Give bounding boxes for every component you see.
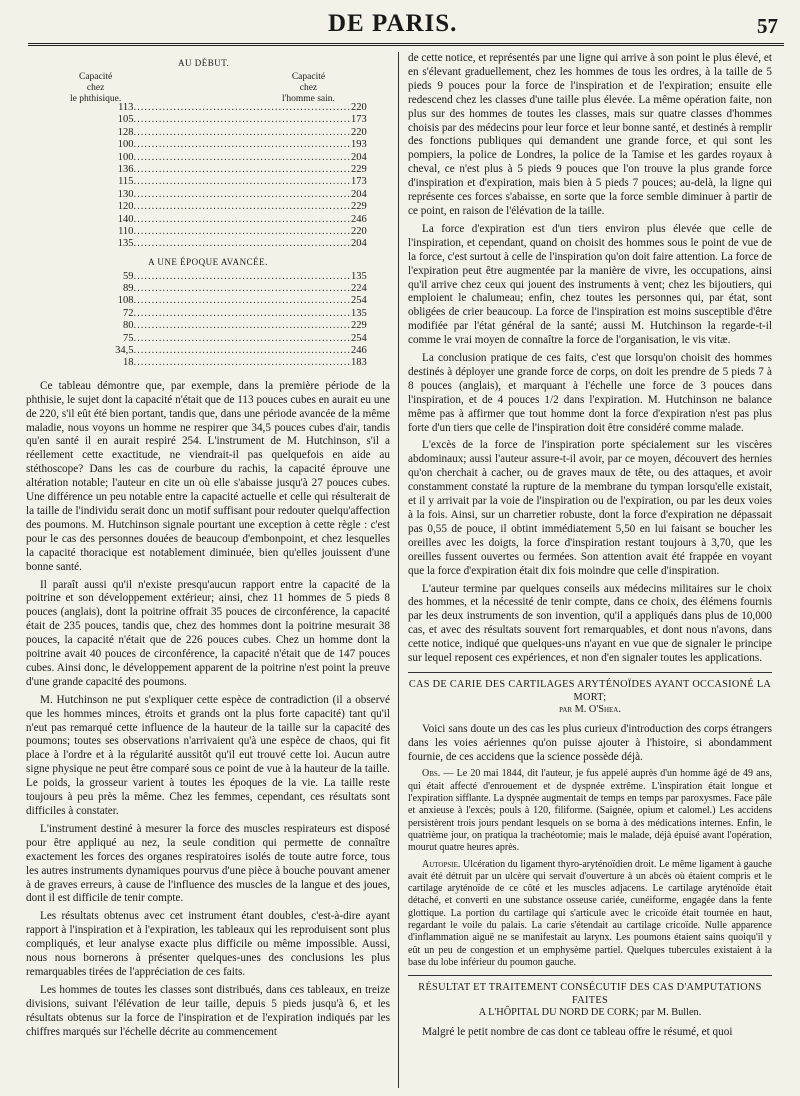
capacity-homme-sain: 246 xyxy=(350,345,367,357)
paragraph: Il paraît aussi qu'il n'existe presqu'aucun rapport entre la capacité de la poitrine et son développement extérieur; ainsi, chez 11 hommes de 5 pieds 8 pouces (anglais), dont la poitrine offrait 35 pouces de circonférence, la capacité était de 235 pouces, tandis que, chez des hommes dont la poitrine mesurait 38 pouces, la capacité n'était que de 226 pouces cubes. Chez un homme dont la poitrine avait 40 pouces de circonférence, la capacité n'était que de 147 pouces cubes. Ainsi donc, le développement apparent de la poitrine n'est point la preuve d'une grande capacité des poumons. xyxy=(26,578,390,688)
leader-dots: ............................................................ xyxy=(133,114,351,126)
leader-dots: ............................................................ xyxy=(133,163,351,175)
capacity-homme-sain: 173 xyxy=(350,176,367,188)
column-divider xyxy=(398,52,399,1088)
obs-text: — Le 20 mai 1844, dit l'auteur, je fus appelé auprès d'un homme âgé de 49 ans, qui était affecté d'enrouement et de dyspnée extrême. L'inspiration était longue et l'expiration sifflante. La dyspnée augmentait de temps en temps par paroxysmes. Face pâle et anxieuse à l'excès; pouls à 120, filiforme. (Saignée, opium et calomel.) Les accidens persistèrent trois jours pendant lesquels on se borna à des médications internes. Enfin, le quatrième jour, on pratiqua la trachéotomie; mais le malade, déjà épuisé avant l'opération, mourut quatre heures après. xyxy=(408,768,772,854)
leader-dots: ............................................................ xyxy=(133,295,351,307)
capacity-phthisique: 34,5 xyxy=(115,345,134,357)
capacity-homme-sain: 224 xyxy=(350,283,367,295)
table-row xyxy=(26,176,390,188)
autopsie-text: Ulcération du ligament thyro-aryténoïdien droit. Le même ligament à gauche avait été détruit par un ulcère qui servait d'ouverture à un abcès où étaient compris et le cartilage aryténoïde de ce côté et les muscles adjacens. Le cartilage aryténoïde était détaché, et converti en une substance osseuse cariée, cunéiforme, engagée dans la fente glottique. La portion du cartilage qui s'articule avec le cricoïde était tournée en haut, regardant le voile du palais. La carie s'étendait au cartilage cricoïde. Nulle apparence d'inflammation aiguë ne se manifestait au larynx. Les poumons étaient sains quoiqu'il y eût un peu de congestion et un emphysème partiel. Quelques tubercules existaient à la base du lobe inférieur du poumon gauche. xyxy=(408,858,772,968)
capacity-phthisique: 140 xyxy=(117,213,134,225)
capacity-phthisique: 59 xyxy=(122,270,134,282)
capacity-homme-sain: 135 xyxy=(350,307,367,319)
paragraph: Les hommes de toutes les classes sont distribués, dans ces tableaux, en treize divisions, suivant l'élévation de leur taille, depuis 5 pieds jusqu'à 6, et les résultats obtenus sur la force de l'inspiration et de l'expiration indiqués par les chiffres marqués sur l'échelle décrite au commencement xyxy=(26,983,390,1038)
paragraph: M. Hutchinson ne put s'expliquer cette espèce de contradiction (il a observé que les hommes minces, étroits et grands ont la plus forte capacité) tant qu'il n'eut pas remarqué cette influence de la hauteur de la taille sur la capacité des poumons; toutes ses observations n'arrivaient qu'à une espèce de chaos, qui fit place à l'ordre et à la régularité aussitôt qu'il eut trouvé cette loi. Aucun autre signe physique ne peut être comparé sous ce point de vue à la hauteur de la taille. Le poids, la grosseur varient à toutes les époques de la vie. La taille reste toujours à peu près la même. Chez les femmes, cependant, ces résultats sont difficiles à constater. xyxy=(26,693,390,817)
capacity-phthisique: 100 xyxy=(117,151,134,163)
capacity-phthisique: 75 xyxy=(122,332,134,344)
table-row xyxy=(26,152,390,164)
table-row xyxy=(26,345,390,357)
table-row xyxy=(26,214,390,226)
leader-dots: ............................................................ xyxy=(133,139,351,151)
capacity-homme-sain: 220 xyxy=(350,102,367,113)
leader-dots: ............................................................ xyxy=(133,225,351,237)
leader-dots: ............................................................ xyxy=(133,188,351,200)
leader-dots: ............................................................ xyxy=(133,307,351,319)
capacity-homme-sain: 229 xyxy=(350,320,367,332)
capacity-phthisique: 72 xyxy=(122,307,134,319)
table-row xyxy=(26,189,390,201)
paragraph: L'auteur termine par quelques conseils aux médecins militaires sur le choix des hommes, et la nécessité de tenir compte, dans ce choix, des élémens fournis par les deux instruments de son invention, qu'il a appliqués dans plus de 10,000 cas, et avec des résultats souvent fort remarquables, et dont nous n'avons, dans cette notice, indiqué que quelques-uns n'ayant en vue que de signaler le principe sur lequel reposent ces expériences, et non d'en signaler toutes les applications. xyxy=(408,582,772,665)
paragraph: de cette notice, et représentés par une ligne qui arrive à son point le plus élevé, et en s'élevant graduellement, chez les hommes de tous les ordres, à la taille de 5 pieds 9 pouces pour la force de l'inspiration et de l'expiration; ensuite elle redescend chez les classes d'une taille plus élevée. La même opération faite, non plus sur des hommes de toutes les classes, mais sur quatre classes d'hommes choisis par des médecins pour leur force et leur bonne santé, et destinés à remplir des fonctions publiques qui demandent une grande force, et qui sont les pompiers, la police de Londres, la police de la Tamise et les gardes royaux à cheval, ce n'est plus à 5 pieds 9 pouces que l'on trouve la plus grande force d'inspiration et d'expiration, mais bien à 5 pieds 7 pouces; au-delà, la ligne qui représente ces forces s'abaisse, en sorte que la force semble diminuer à partir de ce point, en raison de l'élévation de la taille. xyxy=(408,52,772,217)
capacity-homme-sain: 229 xyxy=(350,163,367,175)
table-row xyxy=(26,295,390,307)
leader-dots: ............................................................ xyxy=(133,332,351,344)
leader-dots: ............................................................ xyxy=(133,102,351,113)
leader-dots: ............................................................ xyxy=(133,201,351,213)
table-row xyxy=(26,320,390,332)
observation-paragraph xyxy=(408,768,772,854)
page-number: 57 xyxy=(757,14,778,38)
paragraph: Malgré le petit nombre de cas dont ce tableau offre le résumé, et quoi xyxy=(422,1026,733,1038)
capacity-homme-sain: 183 xyxy=(350,357,367,369)
page-header xyxy=(28,8,784,46)
capacity-table-debut xyxy=(26,102,390,251)
table-section-avancee: A UNE ÉPOQUE AVANCÉE. xyxy=(148,256,268,267)
table-row xyxy=(26,283,390,295)
table-row xyxy=(26,164,390,176)
leader-dots: ............................................................ xyxy=(133,345,351,357)
leader-dots: ............................................................ xyxy=(133,357,351,369)
article-author: par M. O'Shea. xyxy=(559,704,621,716)
capacity-homme-sain: 204 xyxy=(350,238,367,250)
paragraph: Voici sans doute un des cas les plus curieux d'introduction des corps étrangers dans les voies aériennes qu'on puisse ajouter à l'histoire, si abondamment fournie, de ces accidens que la science possède déjà. xyxy=(408,722,772,763)
table-row xyxy=(26,308,390,320)
leader-dots: ............................................................ xyxy=(133,320,351,332)
capacity-phthisique: 80 xyxy=(122,320,134,332)
table-section-debut: AU DÉBUT. xyxy=(178,58,230,68)
capacity-table-avancee xyxy=(26,271,390,370)
capacity-homme-sain: 220 xyxy=(350,225,367,237)
capacity-homme-sain: 204 xyxy=(350,188,367,200)
leader-dots: ............................................................ xyxy=(133,176,351,188)
capacity-homme-sain: 246 xyxy=(350,213,367,225)
article-title: CAS DE CARIE DES CARTILAGES ARYTÉNOÏDES AYANT OCCASIONÉ LA MORT; xyxy=(408,678,772,703)
paragraph: La force d'expiration est d'un tiers environ plus élevée que celle de l'inspiration, et cependant, quand on choisit des hommes sous le point de vue de la force, c'est surtout à celle de l'inspiration qu'on doit faire attention. La force de l'expiration peut être augmentée par la manière de vivre, les occupations, ainsi qu'il arrive chez ceux qui jouent des instruments à vent; chez les bijoutiers, qui emploient le chalumeau; enfin, chez toutes les personnes qui, par état, sont obligées de crier beaucoup. La force de l'inspiration est moins susceptible d'être modifiée par l'état général de la santé; aussi M. Hutchinson la regarde-t-il comme le vrai moyen de connaître la force de l'organisation, le vis vitæ. xyxy=(408,222,772,347)
capacity-table-header xyxy=(26,52,390,102)
capacity-homme-sain: 193 xyxy=(350,139,367,151)
capacity-phthisique: 120 xyxy=(117,201,134,213)
autopsie-label: Autopsie. xyxy=(422,858,461,870)
capacity-phthisique: 136 xyxy=(117,163,134,175)
left-column xyxy=(26,52,390,1044)
capacity-homme-sain: 254 xyxy=(350,295,367,307)
leader-dots: ............................................................ xyxy=(133,283,351,295)
leader-dots: ............................................................ xyxy=(133,270,351,282)
capacity-homme-sain: 173 xyxy=(350,114,367,126)
paragraph: L'instrument destiné à mesurer la force des muscles respirateurs est disposé pour être appliqué au nez, la seule condition qui permette de connaître exactement les forces des organes respiratoires isolés de toute autre force, tous les autres instruments dynamiques pourvus d'une pièce à bouche pouvant amener à de graves erreurs, à cause de l'influence des muscles de la langue et des joues, dont il est difficile de tenir compte. xyxy=(26,822,390,905)
capacity-homme-sain: 204 xyxy=(350,151,367,163)
article-title-line1: RÉSULTAT ET TRAITEMENT CONSÉCUTIF DES CAS D'AMPUTATIONS FAITES xyxy=(418,982,762,1006)
capacity-phthisique: 18 xyxy=(122,357,134,369)
paragraph: La conclusion pratique de ces faits, c'est que lorsqu'on choisit des hommes destinés à déployer une grande force de corps, on doit les prendre de 5 pieds 7 à 8 pouces (anglais), et marquant à l'échelle une force de 3 pouces dans l'inspiration, et de 4 pouces 1/2 dans l'expiration. M. Hutchinson ne balance même pas à affirmer que tout homme dont la force d'expiration n'est pas plus forte d'un tiers que celle de l'inspiration doit être considéré comme malade. xyxy=(408,352,772,434)
table-row xyxy=(26,238,390,250)
table-row xyxy=(26,114,390,126)
header-rule xyxy=(28,43,784,46)
right-column xyxy=(408,52,772,1044)
col-header-phthisique: Capacité chez le phthisique. xyxy=(70,72,122,104)
leader-dots: ............................................................ xyxy=(133,213,351,225)
capacity-phthisique: 115 xyxy=(118,176,134,188)
leader-dots: ............................................................ xyxy=(133,238,351,250)
table-row xyxy=(26,333,390,345)
table-row xyxy=(26,139,390,151)
capacity-phthisique: 89 xyxy=(122,283,134,295)
capacity-phthisique: 105 xyxy=(117,114,134,126)
paragraph: Les résultats obtenus avec cet instrument étant doubles, c'est-à-dire ayant rapport à l'inspiration et à l'expiration, les tableaux qui les reproduisent sont plus compliqués, et leur analyse exacte plus difficile ou même impossible. Aussi, nous nous bornerons à présenter quelques-unes des conclusions les plus remarquables tirées de l'appréciation de ces faits. xyxy=(26,910,390,978)
article-title-line2: A L'HÔPITAL DU NORD DE CORK; par M. Bullen. xyxy=(478,1007,702,1019)
capacity-homme-sain: 220 xyxy=(350,126,367,138)
article-heading-bullen xyxy=(408,975,772,1020)
capacity-phthisique: 100 xyxy=(117,139,134,151)
col-header-homme-sain: Capacité chez l'homme sain. xyxy=(282,72,335,104)
capacity-phthisique: 108 xyxy=(117,295,134,307)
running-title: DE PARIS. xyxy=(328,10,458,37)
capacity-phthisique: 130 xyxy=(117,188,134,200)
leader-dots: ............................................................ xyxy=(133,126,351,138)
capacity-homme-sain: 135 xyxy=(350,270,367,282)
capacity-phthisique: 135 xyxy=(117,238,134,250)
capacity-phthisique: 113 xyxy=(118,102,134,113)
paragraph: Ce tableau démontre que, par exemple, dans la première période de la phthisie, le sujet dont la capacité n'était que de 113 pouces cubes en aurait eu une de 220, s'il eût été bien portant, tandis que, dans une période avancée de la même maladie, nous voyons un homme ne respirer que 34,5 pouces cubes d'air, tandis qu'en santé il en aurait respiré 254. L'instrument de M. Hutchinson, s'il a réellement cette exactitude, ne viendrait-il pas quelquefois en aide au stéthoscope? Dans les cas de courbure du rachis, la capacité éprouve une altération notable; l'auteur en cite un où elle s'abaisse jusqu'à 27 pouces cubes. Une différence un peu notable entre la capacité actuelle et celle qui résulterait de la taille de l'individu serait donc un motif suffisant pour redouter quelqu'affection des poumons. M. Hutchinson signale pourtant une exception à cette règle : c'est pour le cas des personnes douées de beaucoup d'embonpoint, et chez lesquelles la capacité thoracique est notablement diminuée, bien qu'elles jouissent d'une bonne santé. xyxy=(26,379,390,573)
autopsie-paragraph xyxy=(408,859,772,970)
table-row xyxy=(26,357,390,369)
capacity-homme-sain: 229 xyxy=(350,201,367,213)
capacity-homme-sain: 254 xyxy=(350,332,367,344)
capacity-phthisique: 110 xyxy=(118,225,134,237)
table-row xyxy=(26,127,390,139)
table-row xyxy=(26,271,390,283)
capacity-phthisique: 128 xyxy=(117,126,134,138)
leader-dots: ............................................................ xyxy=(133,151,351,163)
paragraph: L'excès de la force de l'inspiration porte spécialement sur les viscères abdominaux; aussi l'auteur assure-t-il avoir, par ce moyen, découvert des hernies qu'on cherchait à cacher, ou de graves maux de tête, ou des attaques, et avoir constamment constaté la rupture de la membrane du tympan lorsqu'elle existait, et il y arrivait par la voie de l'inspiration ou de l'expiration, ou par les deux voies à la fois. Ainsi, sur un charretier robuste, dont la force d'expiration ne dépassait pas 0,55 de pouce, il obtint immédiatement 5,50 en lui faisant se boucher les oreilles avec les doigts, la force d'inspiration restant toujours à 3,70, que les oreilles fussent ouvertes ou fermées. Son attention avait été frappée en voyant que la force d'expiration était dix fois moindre que celle d'inspiration. xyxy=(408,439,772,577)
obs-label: Obs. xyxy=(422,768,441,780)
article-heading-oshea xyxy=(408,672,772,717)
table-row xyxy=(26,201,390,213)
table-row xyxy=(26,226,390,238)
